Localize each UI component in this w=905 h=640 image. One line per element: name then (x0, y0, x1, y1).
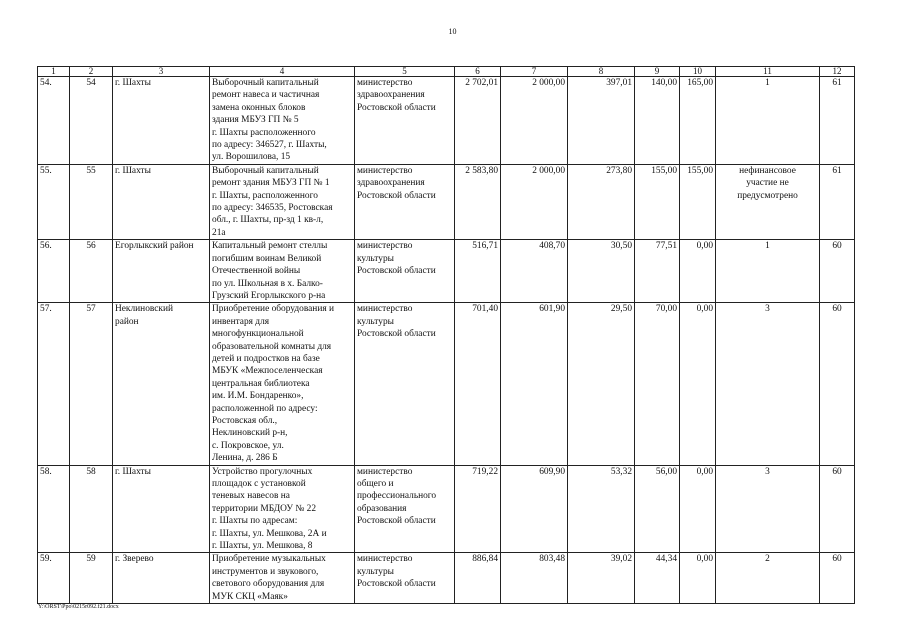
table-row (38, 303, 855, 465)
column-number-4: 4 (210, 67, 355, 77)
local-amount-cell: 273,80 (568, 164, 635, 239)
table-row (38, 240, 855, 303)
municipality-cell: г. Шахты (113, 465, 210, 553)
row-number-cell: 58 (70, 465, 113, 553)
column-number-12: 12 (820, 67, 855, 77)
regional-amount-cell: 803,48 (501, 553, 568, 604)
table-row (38, 553, 855, 604)
participation-cell: 2 (716, 553, 820, 604)
amount-10-cell: 0,00 (680, 303, 716, 465)
table-row (38, 465, 855, 553)
participation-cell: 1 (716, 240, 820, 303)
total-amount-cell: 2 583,80 (455, 164, 501, 239)
column-number-3: 3 (113, 67, 210, 77)
extra-amount-cell: 155,00 (635, 164, 680, 239)
municipality-cell: г. Зверево (113, 553, 210, 604)
local-amount-cell: 397,01 (568, 77, 635, 165)
column-number-11: 11 (716, 67, 820, 77)
regional-amount-cell: 408,70 (501, 240, 568, 303)
score-cell: 60 (820, 303, 855, 465)
table-body (38, 77, 855, 604)
table-row (38, 164, 855, 239)
score-cell: 60 (820, 553, 855, 604)
project-description-cell: Приобретение оборудования и инвентаря для многофункциональной образовательной комнаты для детей и подростков на базе МБУК «Межпоселенческая центральная библиотека им. И.М. Бондаренко», расположенной по адресу: Ростовская обл., Неклиновский р-н, с. Покровское, ул. Ленина, д. 286 Б (210, 303, 355, 465)
extra-amount-cell: 77,51 (635, 240, 680, 303)
row-index-cell: 56. (38, 240, 70, 303)
ministry-cell: министерство здравоохранения Ростовской области (355, 77, 455, 165)
column-number-10: 10 (680, 67, 716, 77)
row-index-cell: 55. (38, 164, 70, 239)
ministry-cell: министерство культуры Ростовской области (355, 303, 455, 465)
total-amount-cell: 516,71 (455, 240, 501, 303)
project-description-cell: Капитальный ремонт стеллы погибшим воинам Великой Отечественной войны по ул. Школьная в х. Балко- Грузский Егорлыкского р-на (210, 240, 355, 303)
projects-table (37, 66, 855, 604)
row-number-cell: 56 (70, 240, 113, 303)
column-number-2: 2 (70, 67, 113, 77)
amount-10-cell: 155,00 (680, 164, 716, 239)
participation-cell: 1 (716, 77, 820, 165)
row-index-cell: 54. (38, 77, 70, 165)
participation-cell: нефинансовое участие не предусмотрено (716, 164, 820, 239)
municipality-cell: Неклиновский район (113, 303, 210, 465)
local-amount-cell: 30,50 (568, 240, 635, 303)
row-number-cell: 57 (70, 303, 113, 465)
row-number-cell: 54 (70, 77, 113, 165)
extra-amount-cell: 44,34 (635, 553, 680, 604)
municipality-cell: г. Шахты (113, 77, 210, 165)
extra-amount-cell: 56,00 (635, 465, 680, 553)
score-cell: 61 (820, 164, 855, 239)
ministry-cell: министерство культуры Ростовской области (355, 240, 455, 303)
regional-amount-cell: 609,90 (501, 465, 568, 553)
column-number-7: 7 (501, 67, 568, 77)
column-number-row (38, 67, 855, 77)
extra-amount-cell: 70,00 (635, 303, 680, 465)
table-row (38, 77, 855, 165)
regional-amount-cell: 2 000,00 (501, 77, 568, 165)
amount-10-cell: 165,00 (680, 77, 716, 165)
project-description-cell: Приобретение музыкальных инструментов и звукового, светового оборудования для МУК СКЦ «Маяк» (210, 553, 355, 604)
footer-file-path: Y:\ORST\Ppo\0215r092.f21.docx (38, 604, 119, 610)
project-description-cell: Устройство прогулочных площадок с установкой теневых навесов на территории МБДОУ № 22 г. Шахты по адресам: г. Шахты, ул. Мешкова, 2А и г. Шахты, ул. Мешкова, 8 (210, 465, 355, 553)
participation-cell: 3 (716, 303, 820, 465)
row-index-cell: 57. (38, 303, 70, 465)
page-number: 10 (448, 27, 457, 36)
extra-amount-cell: 140,00 (635, 77, 680, 165)
amount-10-cell: 0,00 (680, 465, 716, 553)
municipality-cell: Егорлыкский район (113, 240, 210, 303)
ministry-cell: министерство общего и профессионального образования Ростовской области (355, 465, 455, 553)
local-amount-cell: 39,02 (568, 553, 635, 604)
row-number-cell: 59 (70, 553, 113, 604)
column-number-1: 1 (38, 67, 70, 77)
participation-cell: 3 (716, 465, 820, 553)
column-number-6: 6 (455, 67, 501, 77)
total-amount-cell: 886,84 (455, 553, 501, 604)
row-number-cell: 55 (70, 164, 113, 239)
score-cell: 60 (820, 240, 855, 303)
score-cell: 60 (820, 465, 855, 553)
column-number-8: 8 (568, 67, 635, 77)
ministry-cell: министерство здравоохранения Ростовской области (355, 164, 455, 239)
regional-amount-cell: 601,90 (501, 303, 568, 465)
municipality-cell: г. Шахты (113, 164, 210, 239)
amount-10-cell: 0,00 (680, 553, 716, 604)
column-number-9: 9 (635, 67, 680, 77)
ministry-cell: министерство культуры Ростовской области (355, 553, 455, 604)
total-amount-cell: 2 702,01 (455, 77, 501, 165)
row-index-cell: 58. (38, 465, 70, 553)
row-index-cell: 59. (38, 553, 70, 604)
total-amount-cell: 701,40 (455, 303, 501, 465)
regional-amount-cell: 2 000,00 (501, 164, 568, 239)
local-amount-cell: 29,50 (568, 303, 635, 465)
local-amount-cell: 53,32 (568, 465, 635, 553)
total-amount-cell: 719,22 (455, 465, 501, 553)
column-number-5: 5 (355, 67, 455, 77)
score-cell: 61 (820, 77, 855, 165)
amount-10-cell: 0,00 (680, 240, 716, 303)
project-description-cell: Выборочный капитальный ремонт здания МБУЗ ГП № 1 г. Шахты, расположенного по адресу: 346535, Ростовская обл., г. Шахты, пр-зд 1 кв-л, 21а (210, 164, 355, 239)
project-description-cell: Выборочный капитальный ремонт навеса и частичная замена оконных блоков здания МБУЗ ГП № 5 г. Шахты расположенного по адресу: 346527, г. Шахты, ул. Ворошилова, 15 (210, 77, 355, 165)
